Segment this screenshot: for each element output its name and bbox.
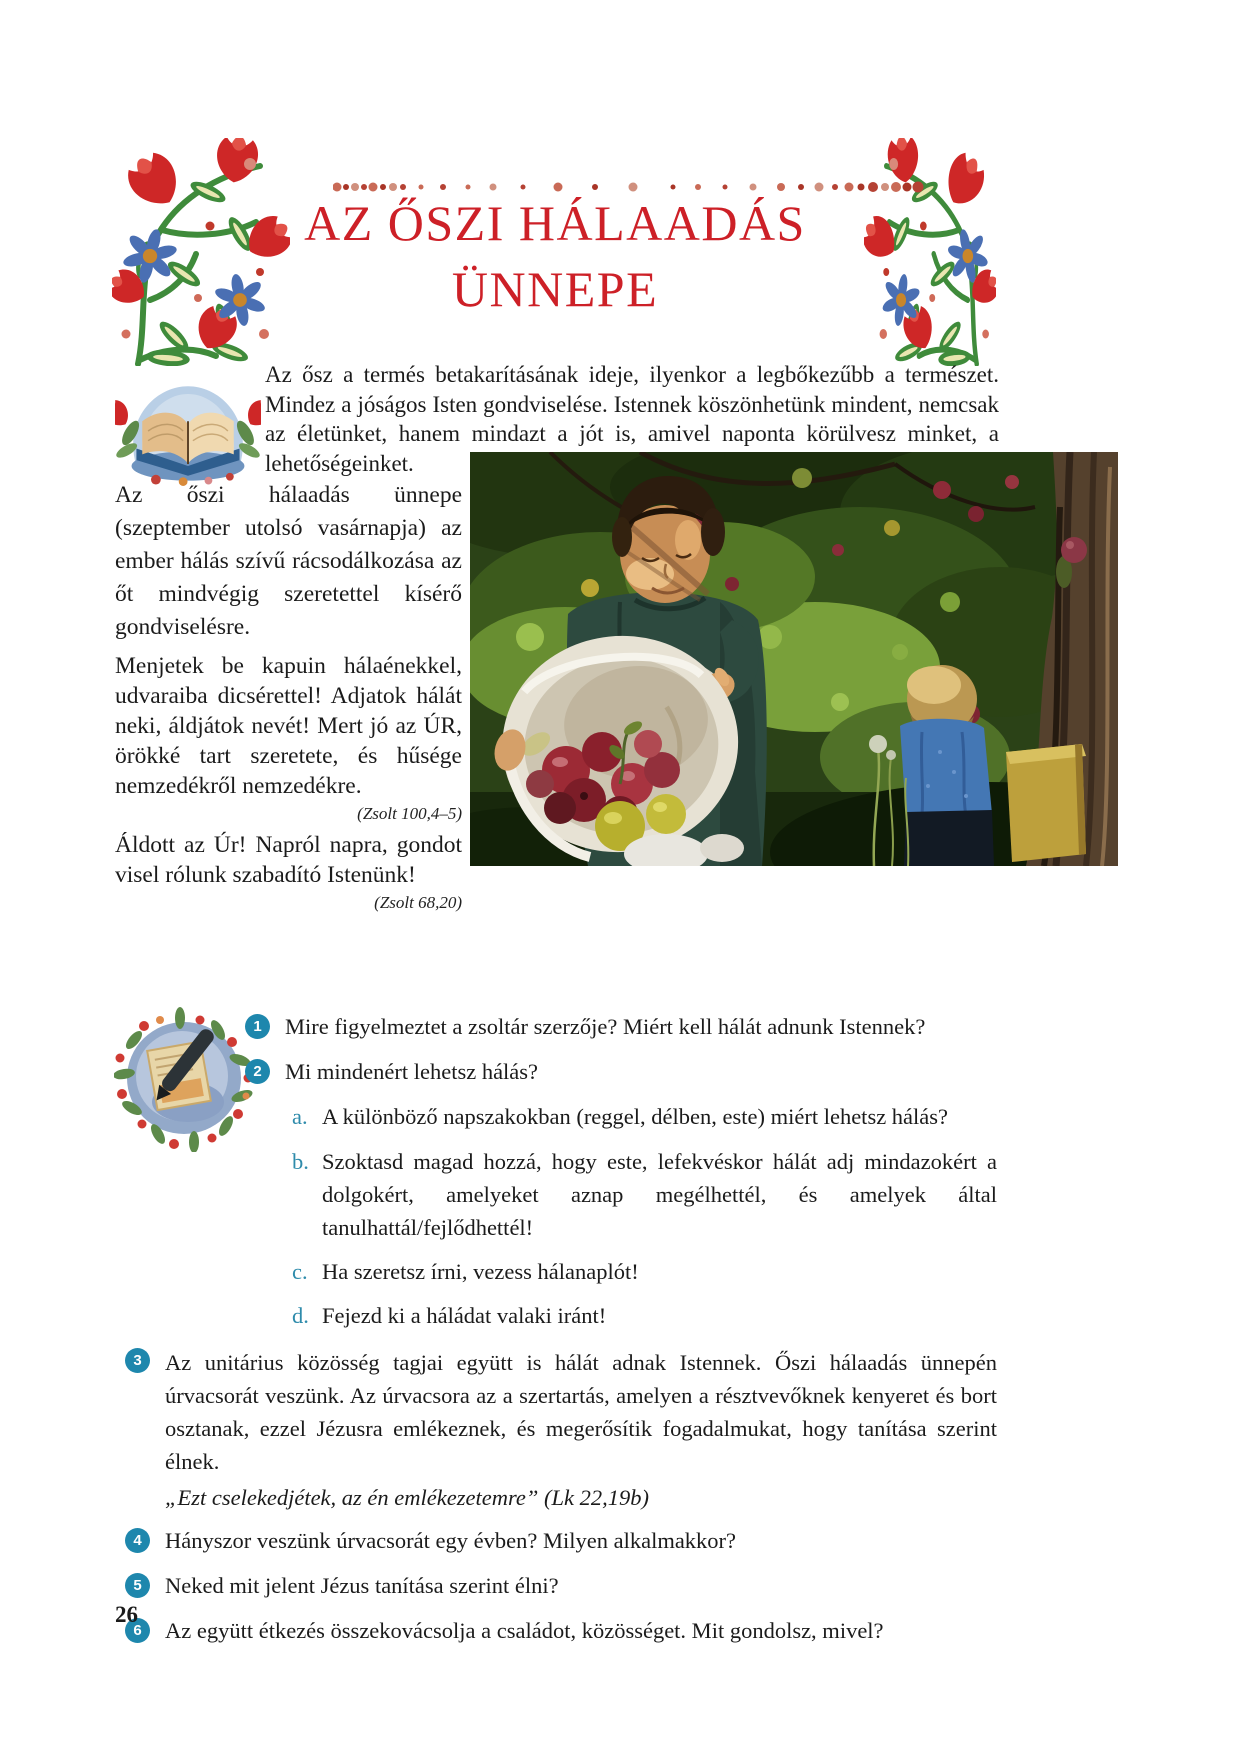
subitem-b [292,1145,997,1244]
question-badge-1: 1 [245,1014,270,1039]
subitem-text-b: Szoktasd magad hozzá, hogy este, lefekvéskor hálát adj mindazokért a dolgokért, amelyeket aznap megélhettél, és amelyek által tanulhattál/fejlődhettél! [322,1149,997,1240]
subitem-letter-b: b. [292,1149,309,1174]
question-badge-2: 2 [245,1059,270,1084]
question-badge-3: 3 [125,1348,150,1373]
question-text-1: Mire figyelmeztet a zsoltár szerzője? Miért kell hálát adnunk Istennek? [285,1014,926,1039]
question-text-5: Neked mit jelent Jézus tanítása szerint élni? [165,1573,559,1598]
subitem-text-d: Fejezd ki a háládat valaki iránt! [322,1303,607,1328]
subitem-text-a: A különböző napszakokban (reggel, délben, este) miért lehetsz hálás? [322,1104,949,1129]
questions-section [115,1012,997,1646]
intro-paragraph: Az ősz a termés betakarításának ideje, ilyenkor a legbőkezűbb a természet. Mindez a jóságos Isten gondviselése. Istennek köszönhetünk mindent, nemcsak az életünket, hanem mindazt a jót is, amivel naponta körülvesz minket, a lehetőségeinket. [265,362,999,476]
question-item-1 [253,1012,997,1042]
page-title [115,190,995,322]
subitem-c [292,1257,997,1287]
question-item-6 [133,1616,997,1646]
psalm-quote-1: Menjetek be kapuin hálaénekkel, udvaraiba dicsérettel! Adjatok hálát neki, áldjátok nevét! Mert jó az ÚR, örökké tart szeretete, és hűsége nemzedékről nemzedékre. [115,653,462,799]
question-item-4 [133,1526,997,1556]
question-text-4: Hányszor veszünk úrvacsorát egy évben? Milyen alkalmakkor? [165,1528,737,1553]
orchard-photo [470,452,1118,866]
question-badge-6: 6 [125,1618,150,1643]
question-text-3: Az unitárius közösség tagjai együtt is hálát adnak Istennek. Őszi hálaadás ünnepén úrvacsorát veszünk. Az úrvacsora az a szertartás, amelyen a résztvevőknek kenyeret és bort osztanak, ezzel Jézusra emlékeznek, és megerősítik fogadalmukat, hogy tanítása szerint élnek. [165,1350,997,1474]
subitem-letter-a: a. [292,1104,308,1129]
title-line-2: ÜNNEPE [451,261,659,317]
page-number: 26 [115,1602,138,1627]
question-text-6: Az együtt étkezés összekovácsolja a családot, közösséget. Mit gondolsz, mivel? [165,1618,884,1643]
psalm-reference-1: (Zsolt 100,4–5) [357,804,462,823]
subitem-text-c: Ha szeretsz írni, vezess hálanaplót! [322,1259,639,1284]
question-badge-5: 5 [125,1573,150,1598]
subitem-d [292,1301,997,1331]
question-badge-4: 4 [125,1528,150,1553]
bible-quote: „Ezt cselekedjétek, az én emlékezetemre” (Lk 22,19b) [165,1485,649,1510]
subitem-letter-d: d. [292,1303,309,1328]
question-item-3 [133,1346,997,1514]
open-book-icon [115,372,255,476]
psalm-reference-2: (Zsolt 68,20) [374,893,462,912]
question-item-2 [253,1057,997,1087]
question-text-2: Mi mindenért lehetsz hálás? [285,1059,539,1084]
subitem-a [292,1102,997,1132]
body-paragraph: Az őszi hálaadás ünnepe (szeptember utolsó vasárnapja) az ember hálás szívű rácsodálkozása az őt mindvégig szeretettel kísérő gondviselésre. [115,482,462,640]
question-item-5 [133,1571,997,1601]
title-line-1: AZ ŐSZI HÁLAADÁS [304,195,806,251]
subitem-letter-c: c. [292,1259,308,1284]
left-column [115,479,462,919]
psalm-quote-2: Áldott az Úr! Napról napra, gondot visel rólunk szabadító Istenünk! [115,832,462,888]
